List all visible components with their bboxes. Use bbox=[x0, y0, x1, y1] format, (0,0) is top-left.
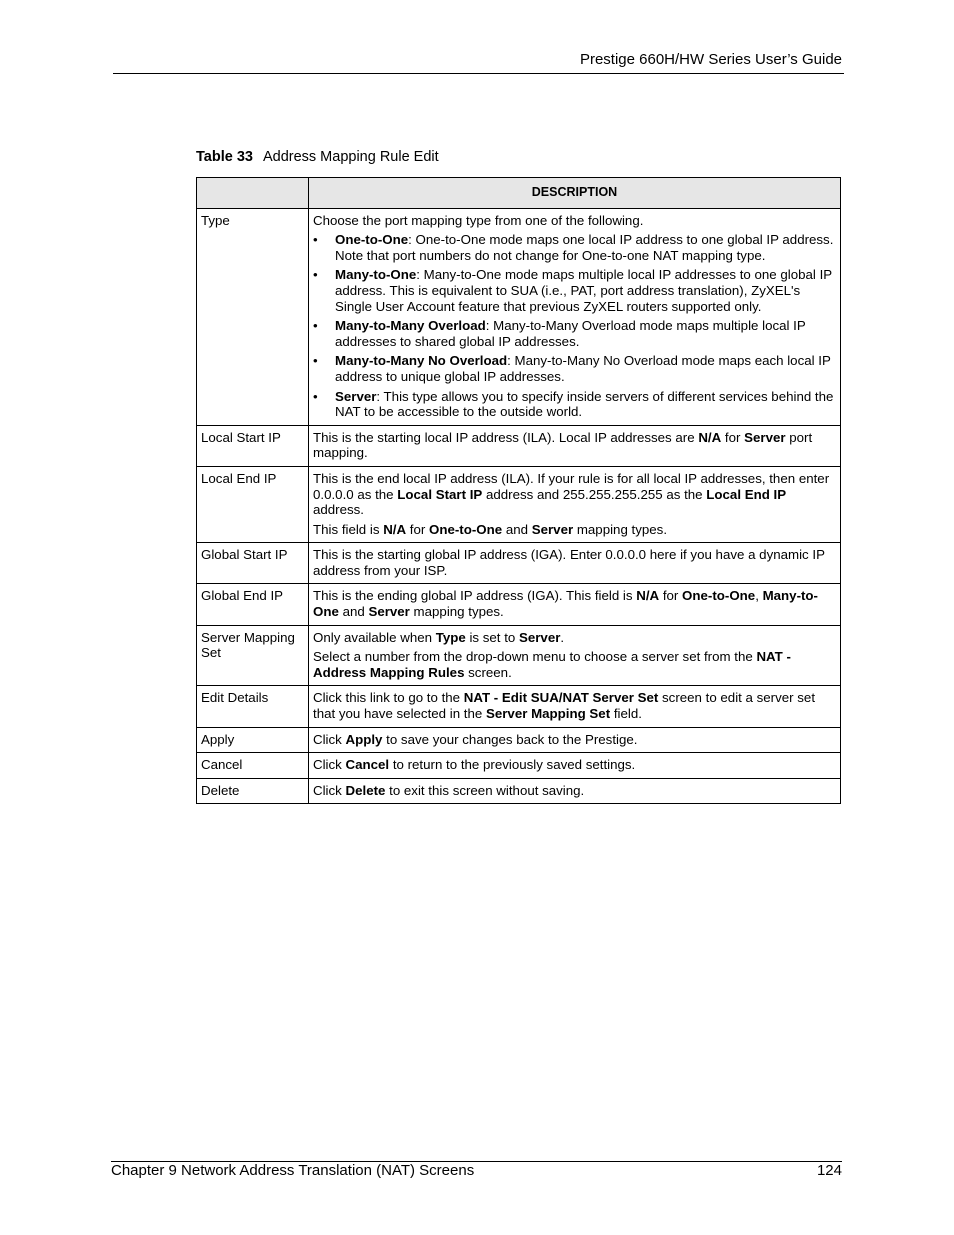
table-row bbox=[197, 466, 841, 542]
table-row bbox=[197, 543, 841, 584]
row-description: This is the starting global IP address (IGA). Enter 0.0.0.0 here if you have a dynamic IP address from your ISP. bbox=[309, 543, 841, 584]
paragraph: Only available when Type is set to Server. bbox=[313, 629, 565, 645]
table-number: Table 33 bbox=[196, 149, 253, 165]
chapter-footer: Chapter 9 Network Address Translation (NAT) Screens bbox=[111, 1162, 475, 1179]
row-description: This is the starting local IP address (ILA). Local IP addresses are N/A for Server port mapping. bbox=[309, 425, 841, 466]
bullet: • bbox=[313, 318, 318, 334]
bullet: • bbox=[313, 353, 318, 369]
row-description: Click Cancel to return to the previously saved settings. bbox=[309, 753, 841, 779]
row-label: Cancel bbox=[197, 753, 309, 779]
row-description: Click this link to go to the NAT - Edit SUA/NAT Server Set screen to edit a server set that you have selected in the Server Mapping Set field. bbox=[309, 686, 841, 727]
table-row bbox=[197, 686, 841, 727]
row-label: Edit Details bbox=[197, 686, 309, 727]
list-item bbox=[313, 232, 836, 263]
row-label: Delete bbox=[197, 778, 309, 804]
row-label: Global End IP bbox=[197, 584, 309, 625]
option-text: : Many-to-Many No Overload mode maps each local IP address to unique global IP addresses. bbox=[335, 353, 831, 384]
bullet: • bbox=[313, 267, 318, 283]
table-row bbox=[197, 753, 841, 779]
row-description bbox=[309, 466, 841, 542]
row-label: Server Mapping Set bbox=[197, 625, 309, 686]
paragraph: This field is N/A for One-to-One and Server mapping types. bbox=[313, 521, 668, 537]
row-description: This is the ending global IP address (IGA). This field is N/A for One-to-One, Many-to-One and Server mapping types. bbox=[309, 584, 841, 625]
option-term: One-to-One bbox=[335, 232, 409, 248]
bullet: • bbox=[313, 388, 318, 404]
type-options-list bbox=[313, 232, 836, 420]
label-column-header bbox=[197, 178, 309, 209]
option-text: : Many-to-Many Overload mode maps multiple local IP addresses to shared global IP addresses. bbox=[335, 318, 806, 349]
paragraph: This is the end local IP address (ILA). If your rule is for all local IP addresses, then enter 0.0.0.0 as the Local Start IP address and 255.255.255.255 as the Local End IP address. bbox=[313, 470, 830, 518]
option-text: : This type allows you to specify inside servers of different services behind the NAT to be accessible to the outside world. bbox=[335, 388, 834, 420]
option-term: Server bbox=[335, 388, 377, 404]
row-description: Click Apply to save your changes back to the Prestige. bbox=[309, 727, 841, 753]
row-description bbox=[309, 208, 841, 425]
page-number: 124 bbox=[816, 1162, 842, 1179]
running-header: Prestige 660H/HW Series User’s Guide bbox=[579, 51, 842, 68]
bullet: • bbox=[313, 232, 318, 248]
table-caption bbox=[196, 149, 439, 165]
option-text: : Many-to-One mode maps multiple local IP addresses to one global IP address. This is equivalent to SUA (i.e., PAT, port address translation), ZyXEL's Single User Account feature that previous ZyXEL routers supported only. bbox=[335, 267, 832, 314]
list-item bbox=[313, 318, 836, 349]
row-description: Click Delete to exit this screen without saving. bbox=[309, 778, 841, 804]
option-text: : One-to-One mode maps one local IP address to one global IP address. Note that port numbers do not change for One-to-one NAT mapping type. bbox=[335, 232, 834, 263]
table-row bbox=[197, 208, 841, 425]
row-label: Global Start IP bbox=[197, 543, 309, 584]
row-label: Local End IP bbox=[197, 466, 309, 542]
row-label: Type bbox=[197, 208, 309, 425]
table-title: Address Mapping Rule Edit bbox=[262, 149, 439, 165]
option-term: Many-to-Many Overload bbox=[335, 318, 486, 334]
paragraph: Select a number from the drop-down menu to choose a server set from the NAT - Address Mapping Rules screen. bbox=[313, 649, 791, 680]
table-header-row bbox=[197, 178, 841, 209]
type-intro: Choose the port mapping type from one of the following. bbox=[313, 212, 644, 228]
table-row bbox=[197, 625, 841, 686]
address-mapping-table bbox=[196, 177, 841, 804]
table-row bbox=[197, 425, 841, 466]
row-description bbox=[309, 625, 841, 686]
row-label: Local Start IP bbox=[197, 425, 309, 466]
list-item bbox=[313, 267, 836, 314]
description-column-header: DESCRIPTION bbox=[309, 178, 841, 209]
table-row bbox=[197, 778, 841, 804]
row-label: Apply bbox=[197, 727, 309, 753]
list-item bbox=[313, 353, 836, 384]
table-row bbox=[197, 727, 841, 753]
option-term: Many-to-One bbox=[335, 267, 417, 283]
header-divider bbox=[113, 73, 844, 74]
table-row bbox=[197, 584, 841, 625]
option-term: Many-to-Many No Overload bbox=[335, 353, 508, 369]
list-item bbox=[313, 389, 836, 420]
